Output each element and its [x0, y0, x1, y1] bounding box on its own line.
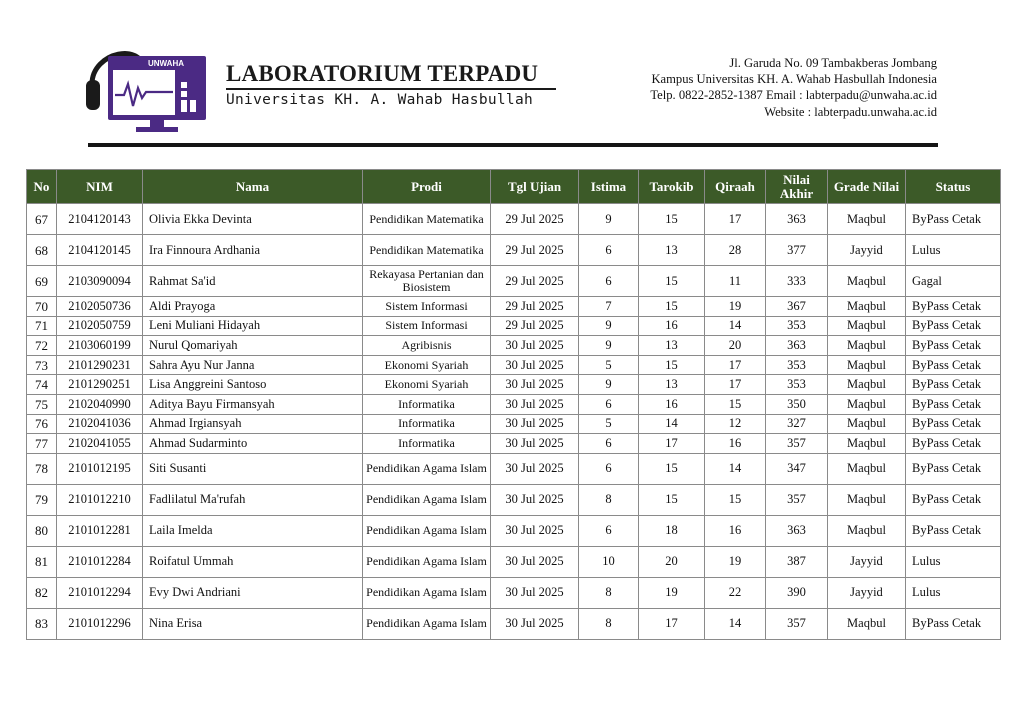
cell-istima: 5 — [579, 414, 639, 434]
cell-qiraah: 14 — [705, 453, 766, 484]
col-header-qiraah: Qiraah — [705, 170, 766, 204]
cell-tarokib: 13 — [639, 235, 705, 266]
cell-istima: 5 — [579, 355, 639, 375]
cell-grade: Maqbul — [828, 434, 906, 454]
cell-prodi: Sistem Informasi — [363, 297, 491, 317]
cell-nama: Olivia Ekka Devinta — [143, 204, 363, 235]
cell-no: 74 — [27, 375, 57, 395]
cell-tarokib: 15 — [639, 453, 705, 484]
cell-tgl-ujian: 30 Jul 2025 — [491, 414, 579, 434]
cell-istima: 6 — [579, 266, 639, 297]
cell-nilai-akhir: 367 — [766, 297, 828, 317]
col-header-nama: Nama — [143, 170, 363, 204]
cell-no: 76 — [27, 414, 57, 434]
cell-nilai-akhir: 363 — [766, 204, 828, 235]
cell-nilai-akhir: 353 — [766, 316, 828, 336]
cell-qiraah: 15 — [705, 484, 766, 515]
cell-nama: Ahmad Sudarminto — [143, 434, 363, 454]
table-row — [27, 336, 1001, 356]
cell-prodi: Pendidikan Matematika — [363, 235, 491, 266]
cell-istima: 7 — [579, 297, 639, 317]
cell-nim: 2101012284 — [57, 546, 143, 577]
cell-istima: 6 — [579, 453, 639, 484]
cell-nilai-akhir: 387 — [766, 546, 828, 577]
cell-nama: Aldi Prayoga — [143, 297, 363, 317]
cell-nim: 2101290231 — [57, 355, 143, 375]
cell-status: Lulus — [906, 546, 1001, 577]
cell-tarokib: 17 — [639, 434, 705, 454]
cell-status: ByPass Cetak — [906, 297, 1001, 317]
cell-nilai-akhir: 357 — [766, 434, 828, 454]
cell-grade: Jayyid — [828, 235, 906, 266]
cell-tarokib: 17 — [639, 608, 705, 639]
cell-no: 72 — [27, 336, 57, 356]
cell-grade: Maqbul — [828, 484, 906, 515]
cell-qiraah: 11 — [705, 266, 766, 297]
cell-tgl-ujian: 29 Jul 2025 — [491, 266, 579, 297]
cell-nilai-akhir: 377 — [766, 235, 828, 266]
table-body — [27, 204, 1001, 640]
cell-tarokib: 18 — [639, 515, 705, 546]
col-header-tarokib: Tarokib — [639, 170, 705, 204]
cell-tgl-ujian: 29 Jul 2025 — [491, 204, 579, 235]
table-row — [27, 316, 1001, 336]
headphone-monitor-logo — [86, 40, 208, 134]
cell-nim: 2101012210 — [57, 484, 143, 515]
cell-nim: 2101290251 — [57, 375, 143, 395]
cell-tarokib: 16 — [639, 316, 705, 336]
cell-nim: 2102041036 — [57, 414, 143, 434]
cell-prodi: Ekonomi Syariah — [363, 375, 491, 395]
cell-no: 80 — [27, 515, 57, 546]
cell-nama: Nina Erisa — [143, 608, 363, 639]
cell-tarokib: 20 — [639, 546, 705, 577]
cell-tgl-ujian: 29 Jul 2025 — [491, 297, 579, 317]
cell-no: 67 — [27, 204, 57, 235]
table-row — [27, 266, 1001, 297]
cell-qiraah: 12 — [705, 414, 766, 434]
cell-tarokib: 15 — [639, 355, 705, 375]
cell-status: ByPass Cetak — [906, 414, 1001, 434]
cell-tarokib: 14 — [639, 414, 705, 434]
cell-istima: 6 — [579, 394, 639, 414]
cell-status: ByPass Cetak — [906, 394, 1001, 414]
cell-qiraah: 19 — [705, 297, 766, 317]
cell-nim: 2103090094 — [57, 266, 143, 297]
cell-prodi: Pendidikan Agama Islam — [363, 546, 491, 577]
cell-no: 82 — [27, 577, 57, 608]
cell-status: Lulus — [906, 577, 1001, 608]
cell-grade: Jayyid — [828, 546, 906, 577]
cell-nama: Siti Susanti — [143, 453, 363, 484]
cell-nama: Aditya Bayu Firmansyah — [143, 394, 363, 414]
cell-grade: Maqbul — [828, 375, 906, 395]
cell-nama: Ira Finnoura Ardhania — [143, 235, 363, 266]
cell-nama: Laila Imelda — [143, 515, 363, 546]
cell-qiraah: 16 — [705, 434, 766, 454]
cell-istima: 8 — [579, 484, 639, 515]
cell-istima: 6 — [579, 515, 639, 546]
cell-status: ByPass Cetak — [906, 375, 1001, 395]
table-row — [27, 515, 1001, 546]
cell-istima: 9 — [579, 375, 639, 395]
cell-nilai-akhir: 357 — [766, 608, 828, 639]
cell-tgl-ujian: 29 Jul 2025 — [491, 316, 579, 336]
cell-nim: 2101012195 — [57, 453, 143, 484]
cell-nim: 2101012296 — [57, 608, 143, 639]
cell-tarokib: 13 — [639, 336, 705, 356]
lab-title: LABORATORIUM TERPADU — [226, 61, 539, 86]
table-header-row — [27, 170, 1001, 204]
cell-prodi: Pendidikan Matematika — [363, 204, 491, 235]
cell-tarokib: 15 — [639, 297, 705, 317]
cell-tarokib: 16 — [639, 394, 705, 414]
cell-nilai-akhir: 390 — [766, 577, 828, 608]
cell-tgl-ujian: 30 Jul 2025 — [491, 336, 579, 356]
cell-istima: 8 — [579, 608, 639, 639]
cell-qiraah: 17 — [705, 355, 766, 375]
cell-tarokib: 15 — [639, 204, 705, 235]
cell-qiraah: 15 — [705, 394, 766, 414]
col-header-prodi: Prodi — [363, 170, 491, 204]
cell-qiraah: 19 — [705, 546, 766, 577]
cell-istima: 9 — [579, 336, 639, 356]
table-row — [27, 546, 1001, 577]
cell-no: 77 — [27, 434, 57, 454]
cell-no: 79 — [27, 484, 57, 515]
cell-no: 71 — [27, 316, 57, 336]
cell-status: Gagal — [906, 266, 1001, 297]
cell-tgl-ujian: 29 Jul 2025 — [491, 235, 579, 266]
website-line: Website : labterpadu.unwaha.ac.id — [764, 104, 937, 119]
cell-tarokib: 19 — [639, 577, 705, 608]
col-header-nim: NIM — [57, 170, 143, 204]
cell-prodi: Sistem Informasi — [363, 316, 491, 336]
cell-tgl-ujian: 30 Jul 2025 — [491, 453, 579, 484]
cell-status: ByPass Cetak — [906, 484, 1001, 515]
cell-prodi: Pendidikan Agama Islam — [363, 577, 491, 608]
cell-istima: 9 — [579, 204, 639, 235]
lab-subtitle: Universitas KH. A. Wahab Hasbullah — [226, 92, 534, 108]
cell-grade: Maqbul — [828, 204, 906, 235]
cell-istima: 6 — [579, 434, 639, 454]
cell-qiraah: 17 — [705, 204, 766, 235]
col-header-no: No — [27, 170, 57, 204]
cell-istima: 6 — [579, 235, 639, 266]
letterhead — [0, 0, 1024, 160]
cell-status: ByPass Cetak — [906, 453, 1001, 484]
header-divider — [88, 143, 938, 147]
cell-status: ByPass Cetak — [906, 204, 1001, 235]
cell-istima: 8 — [579, 577, 639, 608]
cell-no: 68 — [27, 235, 57, 266]
cell-status: ByPass Cetak — [906, 316, 1001, 336]
cell-prodi: Informatika — [363, 414, 491, 434]
cell-grade: Maqbul — [828, 414, 906, 434]
cell-no: 83 — [27, 608, 57, 639]
cell-tgl-ujian: 30 Jul 2025 — [491, 608, 579, 639]
title-underline — [226, 88, 556, 90]
table-row — [27, 394, 1001, 414]
cell-status: Lulus — [906, 235, 1001, 266]
col-header-tgl-ujian: Tgl Ujian — [491, 170, 579, 204]
cell-qiraah: 17 — [705, 375, 766, 395]
cell-grade: Maqbul — [828, 297, 906, 317]
cell-nim: 2102041055 — [57, 434, 143, 454]
cell-nama: Sahra Ayu Nur Janna — [143, 355, 363, 375]
cell-no: 78 — [27, 453, 57, 484]
cell-nilai-akhir: 353 — [766, 355, 828, 375]
table-row — [27, 375, 1001, 395]
table-row — [27, 577, 1001, 608]
cell-grade: Maqbul — [828, 453, 906, 484]
table-row — [27, 297, 1001, 317]
cell-nilai-akhir: 350 — [766, 394, 828, 414]
cell-tgl-ujian: 30 Jul 2025 — [491, 434, 579, 454]
cell-qiraah: 14 — [705, 316, 766, 336]
cell-nilai-akhir: 363 — [766, 336, 828, 356]
cell-grade: Maqbul — [828, 336, 906, 356]
cell-nim: 2101012281 — [57, 515, 143, 546]
cell-status: ByPass Cetak — [906, 515, 1001, 546]
cell-prodi: Pendidikan Agama Islam — [363, 515, 491, 546]
cell-tarokib: 15 — [639, 484, 705, 515]
cell-grade: Maqbul — [828, 608, 906, 639]
phone-email-line: Telp. 0822-2852-1387 Email : labterpadu@unwaha.ac.id — [650, 88, 937, 103]
cell-nilai-akhir: 363 — [766, 515, 828, 546]
cell-istima: 10 — [579, 546, 639, 577]
cell-prodi: Informatika — [363, 394, 491, 414]
cell-tgl-ujian: 30 Jul 2025 — [491, 484, 579, 515]
table-row — [27, 434, 1001, 454]
cell-tgl-ujian: 30 Jul 2025 — [491, 577, 579, 608]
cell-grade: Maqbul — [828, 394, 906, 414]
cell-nama: Evy Dwi Andriani — [143, 577, 363, 608]
cell-qiraah: 20 — [705, 336, 766, 356]
cell-nama: Ahmad Irgiansyah — [143, 414, 363, 434]
cell-nama: Leni Muliani Hidayah — [143, 316, 363, 336]
cell-nama: Fadlilatul Ma'rufah — [143, 484, 363, 515]
cell-nama: Nurul Qomariyah — [143, 336, 363, 356]
cell-no: 70 — [27, 297, 57, 317]
cell-prodi: Pendidikan Agama Islam — [363, 608, 491, 639]
table-row — [27, 608, 1001, 639]
cell-no: 69 — [27, 266, 57, 297]
cell-status: ByPass Cetak — [906, 355, 1001, 375]
cell-no: 81 — [27, 546, 57, 577]
cell-qiraah: 22 — [705, 577, 766, 608]
cell-grade: Maqbul — [828, 316, 906, 336]
cell-nim: 2103060199 — [57, 336, 143, 356]
table-row — [27, 484, 1001, 515]
cell-grade: Jayyid — [828, 577, 906, 608]
cell-nim: 2102050736 — [57, 297, 143, 317]
cell-nilai-akhir: 353 — [766, 375, 828, 395]
col-header-status: Status — [906, 170, 1001, 204]
cell-status: ByPass Cetak — [906, 608, 1001, 639]
cell-tarokib: 15 — [639, 266, 705, 297]
cell-prodi: Pendidikan Agama Islam — [363, 453, 491, 484]
cell-nilai-akhir: 333 — [766, 266, 828, 297]
cell-tgl-ujian: 30 Jul 2025 — [491, 375, 579, 395]
cell-tgl-ujian: 30 Jul 2025 — [491, 515, 579, 546]
cell-prodi: Rekayasa Pertanian dan Biosistem — [363, 266, 491, 297]
cell-nim: 2104120143 — [57, 204, 143, 235]
cell-nim: 2104120145 — [57, 235, 143, 266]
col-header-istima: Istima — [579, 170, 639, 204]
cell-tgl-ujian: 30 Jul 2025 — [491, 394, 579, 414]
logo-text: UNWAHA — [148, 59, 184, 68]
cell-no: 73 — [27, 355, 57, 375]
cell-nilai-akhir: 347 — [766, 453, 828, 484]
cell-no: 75 — [27, 394, 57, 414]
cell-prodi: Pendidikan Agama Islam — [363, 484, 491, 515]
table-row — [27, 414, 1001, 434]
cell-nama: Roifatul Ummah — [143, 546, 363, 577]
cell-qiraah: 28 — [705, 235, 766, 266]
cell-prodi: Informatika — [363, 434, 491, 454]
cell-qiraah: 14 — [705, 608, 766, 639]
cell-nim: 2102040990 — [57, 394, 143, 414]
cell-tgl-ujian: 30 Jul 2025 — [491, 546, 579, 577]
cell-status: ByPass Cetak — [906, 434, 1001, 454]
cell-nama: Rahmat Sa'id — [143, 266, 363, 297]
table-row — [27, 453, 1001, 484]
cell-status: ByPass Cetak — [906, 336, 1001, 356]
table-row — [27, 204, 1001, 235]
cell-nilai-akhir: 357 — [766, 484, 828, 515]
cell-tgl-ujian: 30 Jul 2025 — [491, 355, 579, 375]
cell-nilai-akhir: 327 — [766, 414, 828, 434]
cell-prodi: Agribisnis — [363, 336, 491, 356]
table-row — [27, 355, 1001, 375]
cell-prodi: Ekonomi Syariah — [363, 355, 491, 375]
cell-istima: 9 — [579, 316, 639, 336]
cell-qiraah: 16 — [705, 515, 766, 546]
address-line: Jl. Garuda No. 09 Tambakberas Jombang — [729, 56, 937, 70]
cell-grade: Maqbul — [828, 515, 906, 546]
cell-grade: Maqbul — [828, 266, 906, 297]
cell-nim: 2102050759 — [57, 316, 143, 336]
cell-tarokib: 13 — [639, 375, 705, 395]
results-table — [26, 169, 1001, 640]
col-header-nilai-akhir: Nilai Akhir — [766, 170, 828, 204]
contact-block — [650, 55, 937, 120]
cell-nama: Lisa Anggreini Santoso — [143, 375, 363, 395]
campus-line: Kampus Universitas KH. A. Wahab Hasbullah Indonesia — [651, 72, 937, 87]
cell-nim: 2101012294 — [57, 577, 143, 608]
col-header-grade-nilai: Grade Nilai — [828, 170, 906, 204]
cell-grade: Maqbul — [828, 355, 906, 375]
table-row — [27, 235, 1001, 266]
